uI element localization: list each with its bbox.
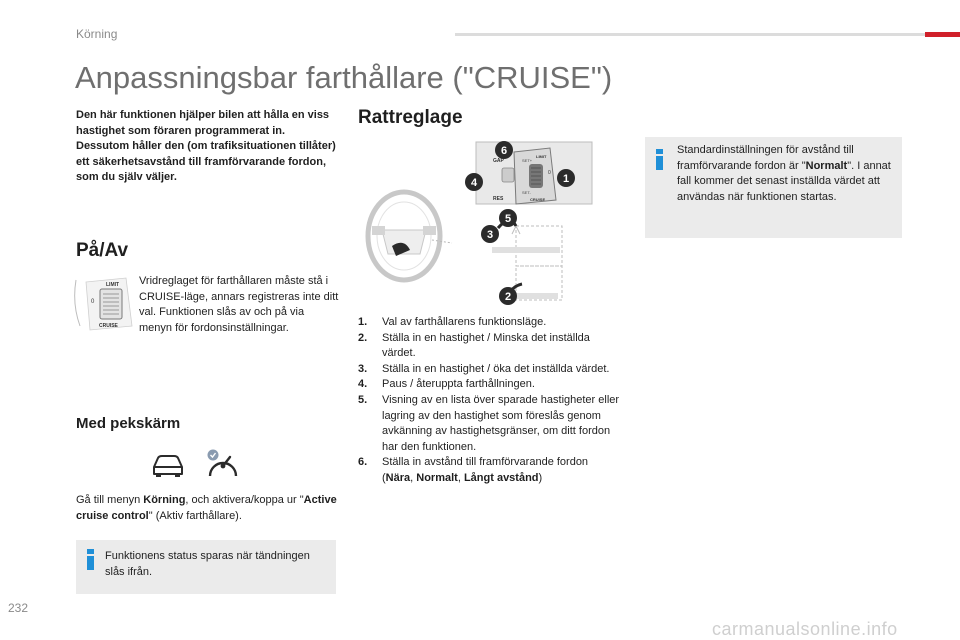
page-title: Anpassningsbar farthållare ("CRUISE")	[75, 60, 613, 95]
svg-text:3: 3	[486, 229, 494, 241]
dial-label-zero: 0	[91, 299, 95, 305]
svg-text:6: 6	[500, 145, 508, 157]
info-note-default-distance	[645, 137, 902, 238]
stalk-label-set-minus: SET-	[522, 190, 531, 195]
cruise-speedometer-icon	[205, 448, 241, 480]
callout-2	[499, 287, 517, 305]
on-off-text: Vridreglaget för farthållaren måste stå i CRUISE-läge, annars registreras inte ditt val. Funktionen slås av och på via menyn för fordonsinställningar.	[139, 275, 339, 334]
stalk-label-res: RES	[493, 196, 504, 202]
section-label: Körning	[76, 27, 118, 41]
callout-1	[557, 169, 575, 187]
callout-4	[465, 173, 483, 191]
stalk-label-set-plus: SET+	[522, 158, 533, 163]
info-note-text: Funktionens status sparas när tändningen slås ifrån.	[105, 550, 310, 578]
menu-name-korning: Körning	[143, 494, 186, 506]
steering-wheel-icon	[368, 192, 452, 280]
list-item: 6. Ställa in avstånd till framförvarande fordon (Nära, Normalt, Långt avstånd)	[358, 456, 589, 484]
info-icon	[87, 549, 94, 570]
touchscreen-instruction: Gå till menyn Körning, och aktivera/koppa ur "Active cruise control" (Aktiv farthållare).	[76, 494, 337, 522]
svg-text:2: 2	[504, 291, 512, 303]
callout-6	[495, 141, 513, 159]
driving-car-icon	[150, 452, 186, 478]
callout-3	[481, 225, 499, 243]
list-item: 5. Visning av en lista över sparade hastigheter eller lagring av den hastighet som föreslås genom avkänning av hastighetsgränser, om ditt fordon har den funktionen.	[358, 393, 620, 453]
dial-label-limit: LIMIT	[106, 282, 120, 288]
heading-on-off: På/Av	[76, 240, 129, 261]
heading-touchscreen: Med pekskärm	[76, 415, 181, 432]
heading-steering-controls: Rattreglage	[358, 107, 463, 128]
list-item: 4. Paus / återuppta farthållningen.	[358, 378, 535, 391]
dial-label-cruise: CRUISE	[99, 323, 118, 329]
stalk-label-zero: 0	[548, 170, 551, 176]
watermark: carmanualsonline.info	[712, 619, 898, 639]
info-note-text: Standardinställningen för avstånd till framförvarande fordon är "Normalt". I annat fall kommer det senast inställda värdet att användas när funktionen startas.	[677, 144, 891, 203]
steering-stalk-illustration	[364, 138, 594, 310]
steering-controls-list	[358, 315, 620, 487]
stalk-label-gap: GAP	[493, 158, 504, 164]
svg-text:5: 5	[504, 213, 512, 225]
page-number: 232	[8, 601, 29, 615]
info-note-status-saved	[76, 540, 336, 594]
info-icon	[656, 149, 663, 170]
svg-text:1: 1	[562, 173, 570, 185]
intro-paragraph-1: Den här funktionen hjälper bilen att hålla en viss hastighet som föraren programmerat in.	[76, 109, 330, 137]
list-item: 2. Ställa in en hastighet / Minska det inställda värdet.	[358, 331, 590, 360]
callout-5	[499, 209, 517, 227]
svg-text:4: 4	[470, 177, 478, 189]
list-item: 1. Val av farthållarens funktionsläge.	[358, 316, 547, 328]
option-active-cruise-control: Active cruise control	[76, 494, 337, 522]
list-item: 3. Ställa in en hastighet / öka det inställda värdet.	[358, 362, 610, 375]
stalk-label-limit: LIMIT	[536, 154, 547, 159]
header-rule	[455, 33, 925, 36]
intro-paragraph-2: Dessutom håller den (om trafiksituationen tillåter) ett säkerhetsavstånd till framförvarande fordon, som du själv väljer.	[76, 140, 336, 184]
cruise-selector-dial-icon	[74, 276, 136, 332]
intro-text	[76, 108, 338, 186]
stalk-label-cruise: CRUISE	[530, 197, 546, 202]
header-accent-bar	[925, 32, 960, 37]
